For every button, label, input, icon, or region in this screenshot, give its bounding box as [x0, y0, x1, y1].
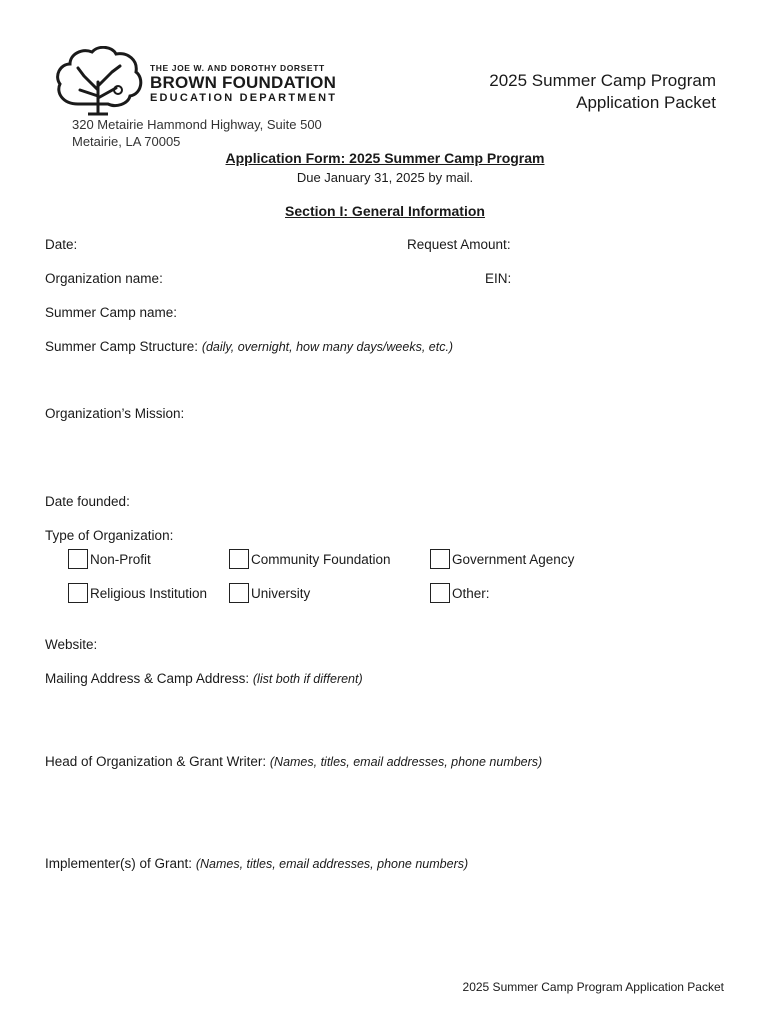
non-profit-label: Non-Profit [90, 552, 151, 567]
section-title: Section I: General Information [285, 203, 485, 219]
camp-structure-label: Summer Camp Structure: [45, 339, 199, 354]
head-org-hint: (Names, titles, email addresses, phone numbers) [269, 755, 543, 769]
website-label: Website: [45, 637, 98, 652]
org-name-label: Organization name: [45, 271, 163, 286]
ein-label: EIN: [485, 271, 512, 286]
logo-line3: EDUCATION DEPARTMENT [150, 92, 338, 104]
date-founded-label: Date founded: [45, 494, 130, 509]
request-amount-label: Request Amount: [407, 237, 511, 252]
other-label: Other: [452, 586, 490, 601]
government-agency-checkbox[interactable] [430, 549, 450, 569]
implementers-hint: (Names, titles, email addresses, phone numbers) [195, 857, 469, 871]
religious-institution-checkbox[interactable] [68, 583, 88, 603]
head-org-field [45, 754, 542, 769]
mailing-address-field [45, 671, 363, 686]
implementers-field [45, 856, 468, 871]
community-foundation-label: Community Foundation [251, 552, 391, 567]
logo-line1: THE JOE W. AND DOROTHY DORSETT [150, 63, 325, 73]
camp-name-label: Summer Camp name: [45, 305, 178, 320]
address-line2: Metairie, LA 70005 [72, 134, 181, 149]
tree-icon [54, 46, 146, 116]
implementers-label: Implementer(s) of Grant: [45, 856, 193, 871]
foundation-logo [54, 46, 344, 116]
form-title: Application Form: 2025 Summer Camp Program [225, 150, 545, 166]
packet-title-line1: 2025 Summer Camp Program [489, 71, 716, 90]
logo-line2: BROWN FOUNDATION [150, 73, 337, 92]
mailing-address-label: Mailing Address & Camp Address: [45, 671, 250, 686]
community-foundation-checkbox[interactable] [229, 549, 249, 569]
university-checkbox[interactable] [229, 583, 249, 603]
mailing-address-hint: (list both if different) [252, 672, 363, 686]
university-label: University [251, 586, 311, 601]
head-org-label: Head of Organization & Grant Writer: [45, 754, 267, 769]
government-agency-label: Government Agency [452, 552, 575, 567]
non-profit-checkbox[interactable] [68, 549, 88, 569]
org-type-label: Type of Organization: [45, 528, 174, 543]
camp-structure-field [45, 339, 453, 354]
date-label: Date: [45, 237, 78, 252]
religious-institution-label: Religious Institution [90, 586, 208, 601]
due-date: Due January 31, 2025 by mail. [296, 170, 474, 185]
page-footer: 2025 Summer Camp Program Application Packet [462, 980, 724, 994]
other-checkbox[interactable] [430, 583, 450, 603]
camp-structure-hint: (daily, overnight, how many days/weeks, etc.) [201, 340, 454, 354]
address-line1: 320 Metairie Hammond Highway, Suite 500 [72, 117, 322, 132]
mission-label: Organization’s Mission: [45, 406, 185, 421]
packet-title-line2: Application Packet [576, 93, 716, 112]
